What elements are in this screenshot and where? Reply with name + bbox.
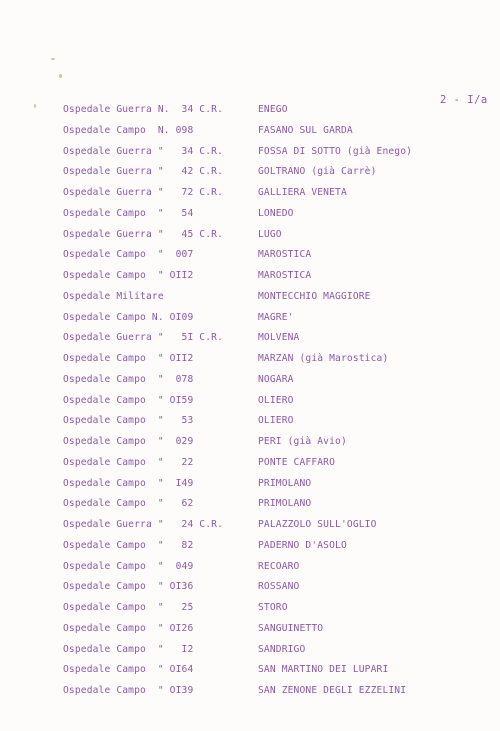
hospital-location: MARZAN (già Marostica) bbox=[258, 353, 389, 364]
list-item bbox=[0, 496, 500, 517]
hospital-unit: Ospedale Campo " OI64 bbox=[63, 664, 194, 676]
list-item bbox=[0, 455, 500, 476]
list-item bbox=[0, 600, 500, 621]
hospital-unit: Ospedale Guerra " 34 C.R. bbox=[63, 145, 223, 157]
list-item bbox=[0, 102, 500, 123]
hospital-location: MAROSTICA bbox=[258, 249, 312, 261]
list-item bbox=[0, 642, 500, 663]
hospital-unit: Ospedale Campo " OI39 bbox=[63, 685, 194, 696]
list-item bbox=[0, 538, 500, 559]
hospital-location: FOSSA DI SOTTO (già Enego) bbox=[258, 145, 413, 157]
hospital-unit: Ospedale Campo " 53 bbox=[63, 415, 194, 427]
hospital-unit: Ospedale Campo " 029 bbox=[63, 436, 194, 447]
hospital-location: SANGUINETTO bbox=[258, 622, 324, 634]
hospital-location: GOLTRANO (già Carrè) bbox=[258, 166, 377, 178]
hospital-location: PADERNO D'ASOLO bbox=[258, 539, 347, 551]
paper-speck bbox=[59, 74, 62, 78]
list-item bbox=[0, 393, 500, 414]
hospital-location: SAN ZENONE DEGLI EZZELINI bbox=[258, 685, 407, 696]
hospital-location: FASANO SUL GARDA bbox=[258, 124, 353, 136]
hospital-location: MONTECCHIO MAGGIORE bbox=[258, 290, 371, 302]
list-item bbox=[0, 413, 500, 434]
hospital-location: PRIMOLANO bbox=[258, 498, 312, 510]
list-item bbox=[0, 310, 500, 331]
hospital-location: LONEDO bbox=[258, 207, 294, 219]
list-item bbox=[0, 164, 500, 185]
hospital-unit: Ospedale Guerra N. 34 C.R. bbox=[63, 104, 223, 115]
list-item bbox=[0, 144, 500, 165]
hospital-location: PERI (già Avio) bbox=[258, 436, 347, 447]
list-item bbox=[0, 268, 500, 289]
list-item bbox=[0, 579, 500, 600]
hospital-unit: Ospedale Campo N. 098 bbox=[63, 124, 194, 136]
list-item bbox=[0, 185, 500, 206]
list-item bbox=[0, 289, 500, 310]
hospital-unit: Ospedale Campo " 078 bbox=[63, 373, 194, 385]
hospital-location: RECOARO bbox=[258, 560, 300, 572]
hospital-location: MAROSTICA bbox=[258, 270, 312, 281]
list-item bbox=[0, 517, 500, 538]
hospital-unit: Ospedale Campo " 049 bbox=[63, 560, 194, 572]
hospital-unit: Ospedale Campo " 007 bbox=[63, 249, 194, 261]
hospital-location: OLIERO bbox=[258, 394, 294, 406]
hospital-unit: Ospedale Militare bbox=[63, 290, 164, 302]
list-item bbox=[0, 227, 500, 248]
list-item bbox=[0, 559, 500, 580]
list-item bbox=[0, 247, 500, 268]
list-item bbox=[0, 123, 500, 144]
hospital-location: MAGRE' bbox=[258, 311, 294, 323]
hospital-unit: Ospedale Campo N. OI09 bbox=[63, 311, 194, 323]
hospital-unit: Ospedale Campo " I49 bbox=[63, 477, 194, 489]
hospital-list bbox=[0, 102, 500, 704]
hospital-unit: Ospedale Campo " 25 bbox=[63, 602, 194, 613]
hospital-location: PONTE CAFFARO bbox=[258, 456, 336, 468]
hospital-unit: Ospedale Campo " I2 bbox=[63, 643, 194, 655]
hospital-unit: Ospedale Campo " OI26 bbox=[63, 622, 194, 634]
hospital-location: ROSSANO bbox=[258, 581, 300, 593]
hospital-location: PRIMOLANO bbox=[258, 477, 312, 489]
list-item bbox=[0, 621, 500, 642]
paper-speck bbox=[51, 58, 55, 60]
list-item bbox=[0, 330, 500, 351]
hospital-unit: Ospedale Campo " 54 bbox=[63, 207, 194, 219]
hospital-location: MOLVENA bbox=[258, 332, 300, 344]
hospital-unit: Ospedale Campo " OII2 bbox=[63, 353, 194, 364]
hospital-location: STORO bbox=[258, 602, 288, 613]
hospital-unit: Ospedale Guerra " 5I C.R. bbox=[63, 332, 223, 344]
hospital-unit: Ospedale Guerra " 45 C.R. bbox=[63, 228, 223, 240]
hospital-location: PALAZZOLO SULL'OGLIO bbox=[258, 519, 377, 530]
page-number: 2 - I/a bbox=[440, 94, 488, 106]
hospital-location: NOGARA bbox=[258, 373, 294, 385]
list-item bbox=[0, 372, 500, 393]
hospital-unit: Ospedale Campo " OI36 bbox=[63, 581, 194, 593]
hospital-location: GALLIERA VENETA bbox=[258, 187, 347, 198]
hospital-location: OLIERO bbox=[258, 415, 294, 427]
list-item bbox=[0, 683, 500, 704]
list-item bbox=[0, 476, 500, 497]
hospital-unit: Ospedale Guerra " 24 C.R. bbox=[63, 519, 223, 530]
hospital-unit: Ospedale Campo " OII2 bbox=[63, 270, 194, 281]
hospital-location: ENEGO bbox=[258, 104, 288, 115]
list-item bbox=[0, 434, 500, 455]
list-item bbox=[0, 206, 500, 227]
hospital-unit: Ospedale Guerra " 42 C.R. bbox=[63, 166, 223, 178]
list-item bbox=[0, 662, 500, 683]
hospital-unit: Ospedale Campo " 22 bbox=[63, 456, 194, 468]
hospital-location: LUGO bbox=[258, 228, 282, 240]
list-item bbox=[0, 351, 500, 372]
hospital-location: SANDRIGO bbox=[258, 643, 306, 655]
hospital-location: SAN MARTINO DEI LUPARI bbox=[258, 664, 389, 676]
hospital-unit: Ospedale Guerra " 72 C.R. bbox=[63, 187, 223, 198]
hospital-unit: Ospedale Campo " 82 bbox=[63, 539, 194, 551]
hospital-unit: Ospedale Campo " 62 bbox=[63, 498, 194, 510]
hospital-unit: Ospedale Campo " OI59 bbox=[63, 394, 194, 406]
